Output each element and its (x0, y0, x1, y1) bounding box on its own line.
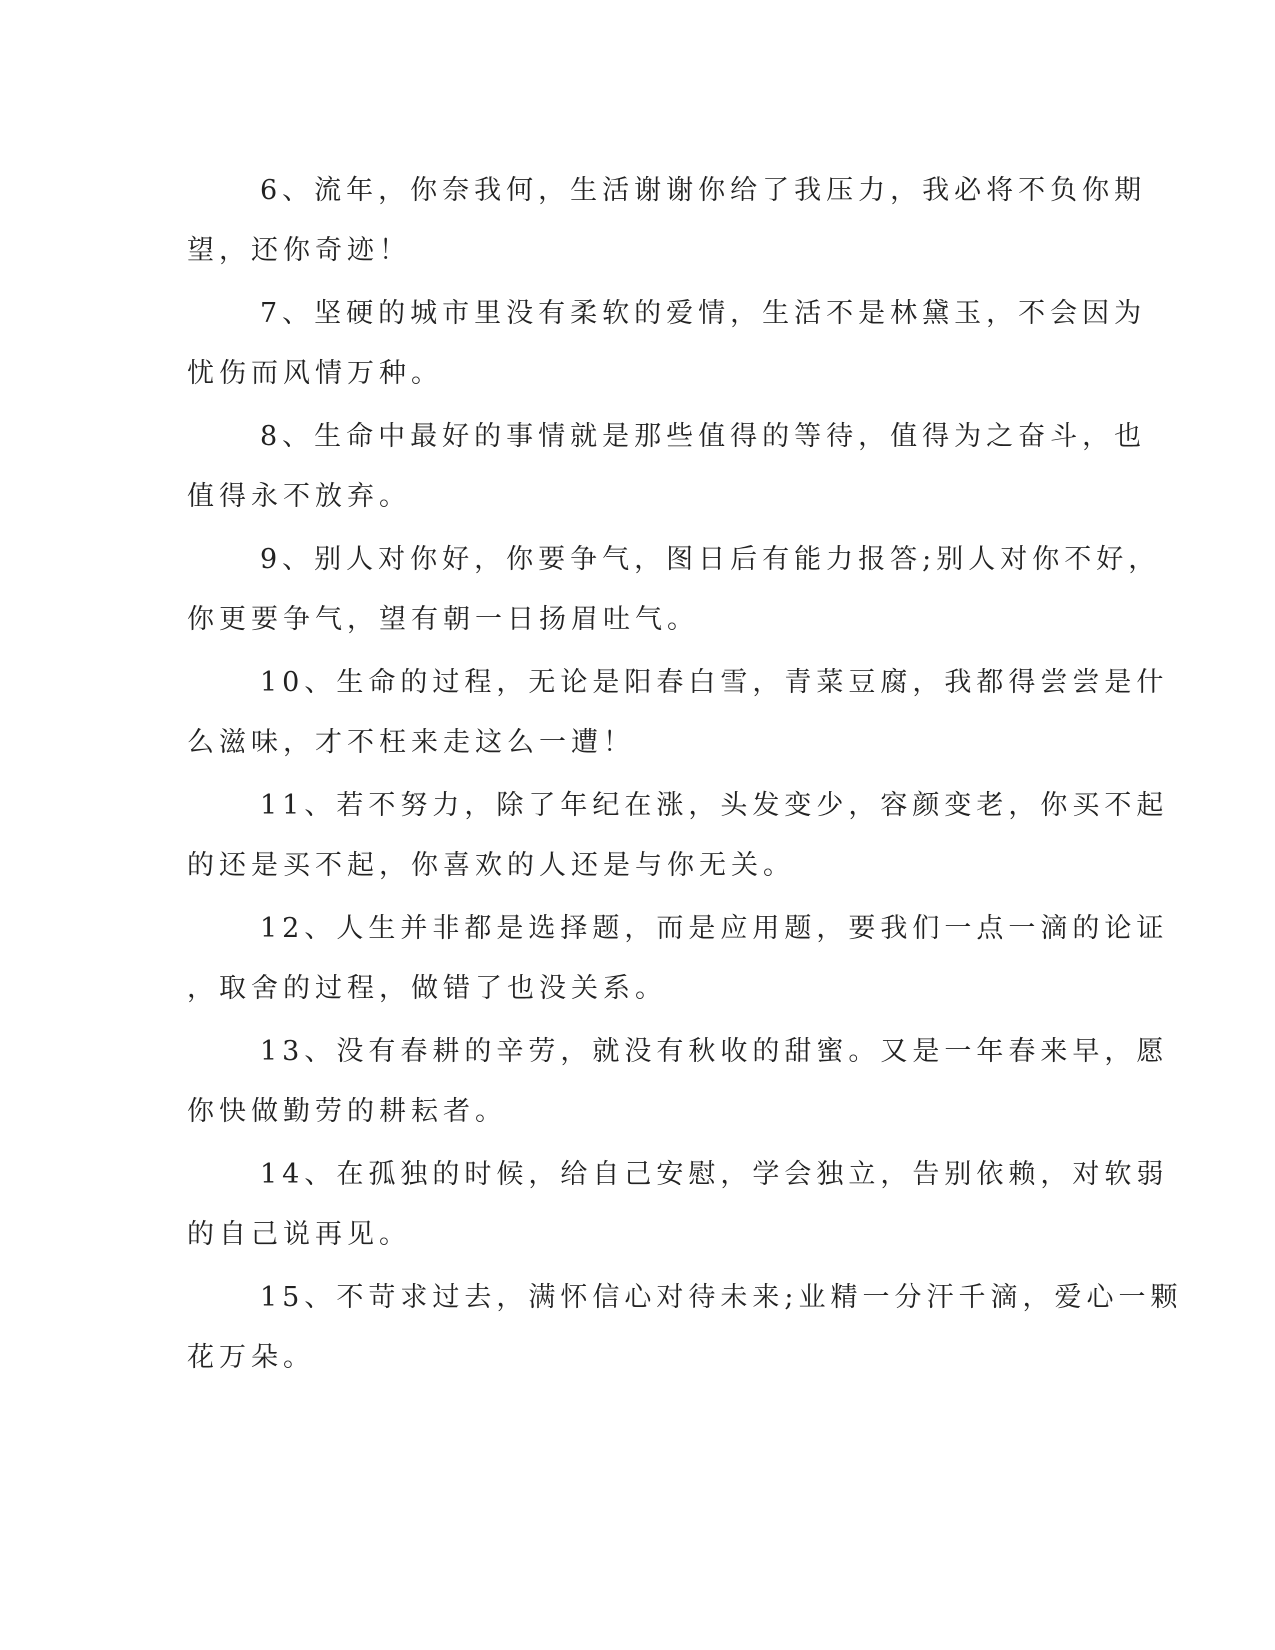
paragraph-13 (187, 1022, 1169, 1142)
paragraph-10 (187, 653, 1169, 773)
paragraph-line: 10、生命的过程，无论是阳春白雪，青菜豆腐，我都得尝尝是什 (260, 667, 1169, 698)
paragraph-line: 的自己说再见。 (187, 1219, 411, 1250)
document-body (187, 161, 1183, 1391)
paragraph-9 (187, 530, 1161, 650)
paragraph-line: ，取舍的过程，做错了也没关系。 (187, 973, 667, 1004)
paragraph-15 (187, 1268, 1183, 1388)
paragraph-line: 忧伤而风情万种。 (187, 358, 443, 389)
paragraph-line: 9、别人对你好，你要争气，图日后有能力报答;别人对你不好， (260, 544, 1161, 575)
paragraph-line: 望，还你奇迹！ (187, 235, 411, 266)
paragraph-line: 12、人生并非都是选择题，而是应用题，要我们一点一滴的论证 (260, 913, 1169, 944)
paragraph-line: 你更要争气，望有朝一日扬眉吐气。 (187, 604, 699, 635)
paragraph-6 (187, 161, 1147, 281)
paragraph-line: 14、在孤独的时候，给自己安慰，学会独立，告别依赖，对软弱 (260, 1159, 1169, 1190)
paragraph-line: 的还是买不起，你喜欢的人还是与你无关。 (187, 850, 795, 881)
paragraph-line: 么滋味，才不枉来走这么一遭！ (187, 727, 635, 758)
paragraph-14 (187, 1145, 1169, 1265)
paragraph-line: 15、不苛求过去，满怀信心对待未来;业精一分汗千滴，爱心一颗 (260, 1282, 1183, 1313)
paragraph-line: 值得永不放弃。 (187, 481, 411, 512)
paragraph-line: 6、流年，你奈我何，生活谢谢你给了我压力，我必将不负你期 (260, 175, 1147, 206)
paragraph-line: 11、若不努力，除了年纪在涨，头发变少，容颜变老，你买不起 (260, 790, 1169, 821)
paragraph-line: 13、没有春耕的辛劳，就没有秋收的甜蜜。又是一年春来早，愿 (260, 1036, 1169, 1067)
paragraph-8 (187, 407, 1147, 527)
paragraph-line: 你快做勤劳的耕耘者。 (187, 1096, 507, 1127)
paragraph-11 (187, 776, 1169, 896)
paragraph-line: 8、生命中最好的事情就是那些值得的等待，值得为之奋斗，也 (260, 421, 1147, 452)
paragraph-7 (187, 284, 1147, 404)
paragraph-12 (187, 899, 1169, 1019)
paragraph-line: 7、坚硬的城市里没有柔软的爱情，生活不是林黛玉，不会因为 (260, 298, 1147, 329)
paragraph-line: 花万朵。 (187, 1342, 315, 1373)
